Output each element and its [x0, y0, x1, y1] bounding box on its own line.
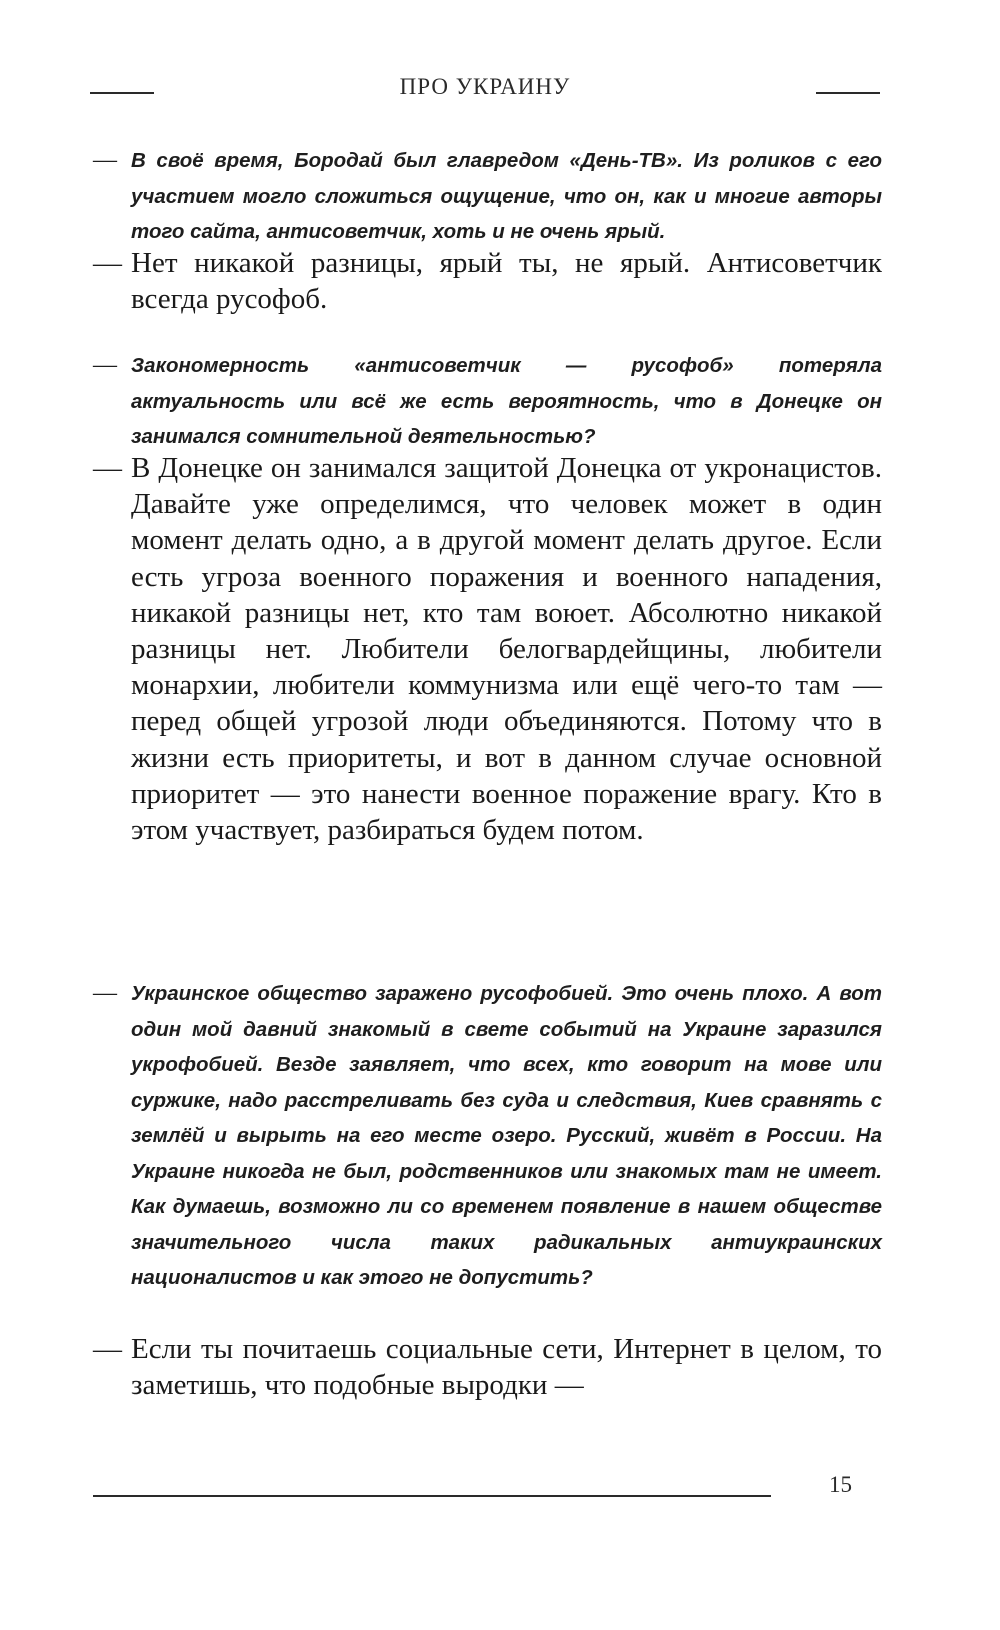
answer-text: Если ты почитаешь социальные сети, Интернет в целом, то заметишь, что подобные выродки — — [131, 1333, 882, 1402]
answer-paragraph — [93, 245, 882, 317]
dialogue-dash: — — [93, 147, 117, 173]
answer-text: В Донецке он занимался защитой Донецка от укронацистов. Давайте уже определимся, что человек может в один момент делать одно, а в другой момент делать другое. Если есть угроза военного поражения и военного нападения, никакой разницы нет, кто там воюет. Абсолютно никакой разницы нет. Любители белогвардейщины, любители монархии, любители коммунизма или ещё чего-то там — перед общей угрозой люди объединяются. Потому что в жизни есть приоритеты, и вот в данном случае основной приоритет — это нанести военное поражение врагу. Кто в этом участвует, разбираться будем потом. — [131, 452, 882, 847]
dialogue-dash: — — [93, 1333, 122, 1365]
dialogue-dash: — — [93, 452, 122, 484]
page-number: 15 — [829, 1472, 852, 1497]
answer-paragraph — [93, 1331, 882, 1403]
question-paragraph — [93, 976, 882, 1296]
answer-text: Нет никакой разницы, ярый ты, не ярый. Антисоветчик всегда русофоб. — [131, 247, 882, 316]
running-header-title: ПРО УКРАИНУ — [399, 74, 571, 99]
running-header — [90, 72, 880, 112]
question-text: В своё время, Бородай был главредом «День-ТВ». Из роликов с его участием могло сложиться ощущение, что он, как и многие авторы того сайта, антисоветчик, хоть и не очень ярый. — [131, 149, 882, 243]
question-paragraph — [93, 348, 882, 455]
dialogue-dash: — — [93, 352, 117, 378]
dialogue-dash: — — [93, 247, 122, 279]
header-rule-right — [816, 92, 880, 94]
dialogue-dash: — — [93, 980, 117, 1006]
question-paragraph — [93, 143, 882, 250]
question-text: Закономерность «антисоветчик — русофоб» потеряла актуальность или всё же есть вероятность, что в Донецке он занимался сомнительной деятельностью? — [131, 354, 882, 448]
footer-rule — [93, 1495, 771, 1497]
answer-paragraph — [93, 450, 882, 848]
question-text: Украинское общество заражено русофобией. Это очень плохо. А вот один мой давний знакомый в свете событий на Украине заразился укрофобией. Везде заявляет, что всех, кто говорит на мове или суржике, надо расстреливать без суда и следствия, Киев сравнять с землёй и вырыть на его месте озеро. Русский, живёт в России. На Украине никогда не был, родственников или знакомых там не имеет. Как думаешь, возможно ли со временем появление в нашем обществе значительного числа таких радикальных антиукраинских националистов и как этого не допустить? — [131, 982, 882, 1289]
